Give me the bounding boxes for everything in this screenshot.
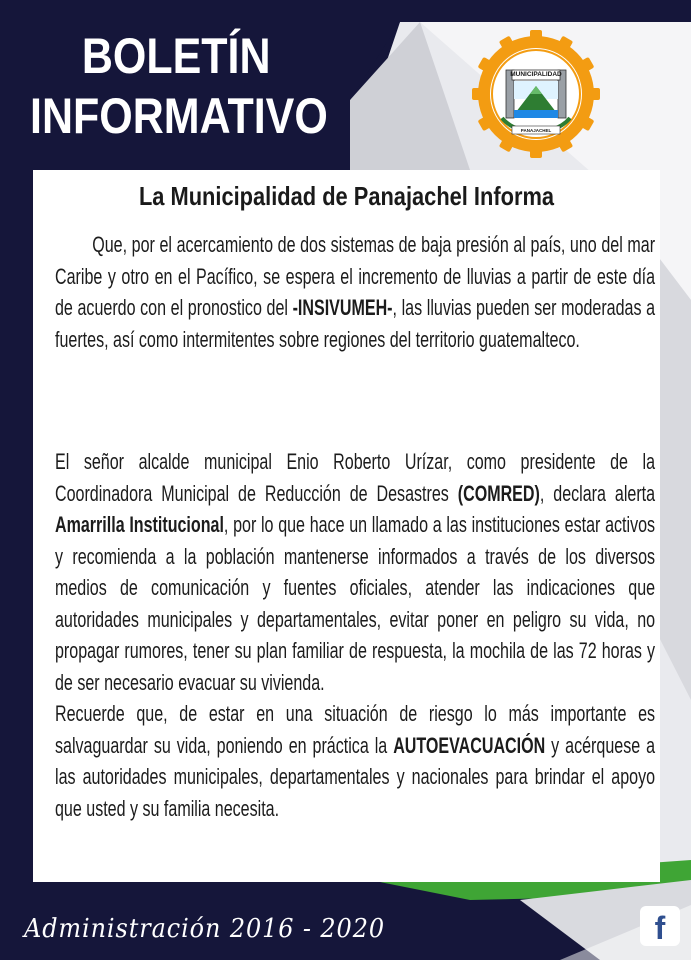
- bulletin-title-line2: INFORMATIVO: [30, 88, 328, 144]
- municipal-seal-icon: [472, 30, 600, 158]
- paragraph-text: , por lo que hace un llamado a las instituciones estar activos y recomienda a la población mantenerse informados a través de los diversos medios de comunicación y fuentes oficiales, atender las indicaciones que autoridades municipales y departamentales, evitar poner en peligro su vida, no propagar rumores, tener su plan familiar de respuesta, la mochila de las 72 horas y de ser necesario evacuar su vivienda.: [55, 512, 656, 695]
- administration-label: Administración 2016 - 2020: [24, 914, 385, 944]
- paragraph-bold: -INSIVUMEH-: [292, 295, 393, 320]
- document-title: La Municipalidad de Panajachel Informa: [138, 181, 555, 211]
- seal-bottom-label: PANAJACHEL: [520, 128, 552, 133]
- bulletin-title: [30, 26, 328, 146]
- paragraph-alert: [55, 446, 655, 698]
- paragraph-text: Que, por el acercamiento de dos sistemas de baja presión al país, uno del mar Caribe y otro en el Pacífico, se espera el incremento de lluvias a partir de este día de acuerdo con el pronostico del: [55, 232, 656, 320]
- paragraph-text: El señor alcalde municipal Enio Roberto Urízar, como presidente de la Coordinadora Municipal de Reducción de Desastres: [55, 449, 656, 506]
- paragraph-text: , declara alerta: [539, 480, 656, 506]
- paragraph-self-evacuation: [55, 698, 655, 824]
- paragraph-text: Recuerde que, de estar en una situación de riesgo lo más importante es salvaguardar su vida, poniendo en práctica la: [55, 701, 656, 758]
- paragraph-text: , las lluvias pueden ser moderadas a fuertes, así como intermitentes sobre regiones del territorio guatemalteco.: [55, 295, 656, 352]
- paragraph-bold: Amarrilla Institucional: [55, 512, 224, 537]
- paragraph-forecast: [55, 229, 655, 355]
- paragraph-bold: (COMRED): [457, 480, 540, 506]
- paragraph-bold: AUTOEVACUACIÓN: [393, 732, 546, 758]
- seal-top-label: MUNICIPALIDAD: [510, 71, 562, 78]
- paragraph-text: y acérquese a las autoridades municipales, departamentales y nacionales para brindar el apoyo que usted y su familia necesita.: [55, 732, 656, 821]
- facebook-button[interactable]: [640, 906, 680, 946]
- facebook-icon: f: [654, 910, 666, 946]
- bulletin-content: [33, 170, 660, 882]
- paragraph-group: [55, 446, 655, 824]
- bulletin-title-line1: BOLETÍN: [81, 28, 271, 84]
